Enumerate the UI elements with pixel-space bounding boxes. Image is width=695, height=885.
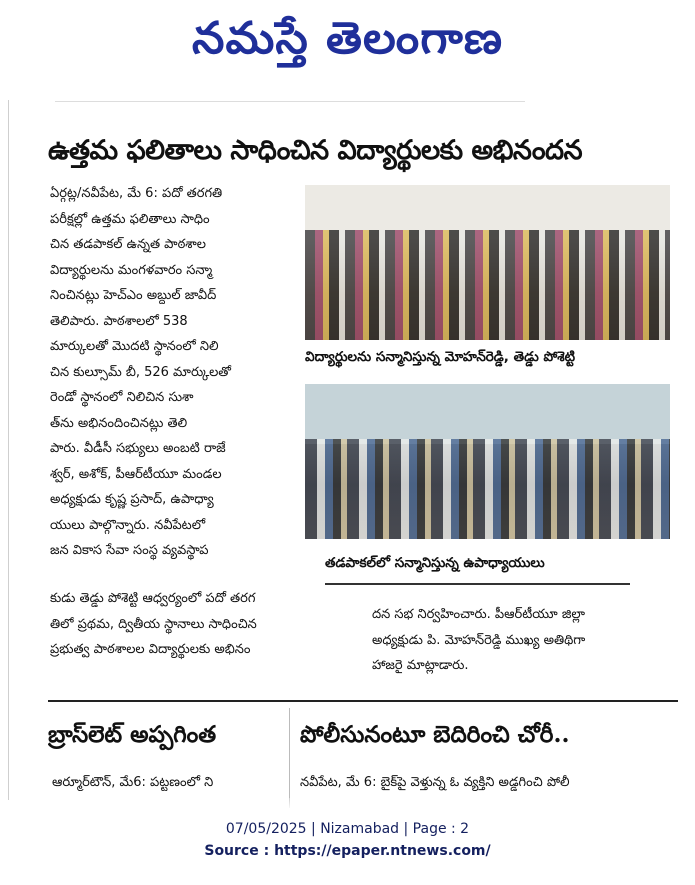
article-headline: ఉత్తమ ఫలితాలు సాధించిన విద్యార్థులకు అభినందన [48, 135, 583, 166]
masthead-logo: నమస్తే తెలంగాణ [191, 13, 504, 64]
article-line: యులు పాల్గొన్నారు. నవీపేటలో [50, 517, 206, 533]
article-line: తిలో ప్రథమ, ద్వితీయ స్థానాలు సాధించిన [50, 616, 257, 632]
top-divider [55, 101, 525, 102]
photo-people [305, 439, 670, 539]
photo-banner [305, 185, 670, 230]
photo-felicitation-2 [305, 384, 670, 539]
photo-felicitation-1 [305, 185, 670, 340]
article-body [50, 181, 298, 564]
article-line: తెలిపారు. పాఠశాలలో 538 [50, 313, 188, 329]
page-footer [0, 818, 695, 868]
article-line: హాజరై మాట్లాడారు. [372, 658, 469, 673]
story-text-theft: నవీపేట, మే 6: బైక్‌పై వెళ్తున్న ఓ వ్యక్తిని అడ్డగించి పోలీ [300, 775, 570, 790]
article-body-continued [50, 586, 352, 663]
caption-underline [325, 583, 630, 585]
article-line: త్‌ను అభినందించినట్లు తెలి [50, 415, 188, 431]
article-line: అధ్యక్షుడు పి. మోహన్‌రెడ్డి ముఖ్య అతిథిగా [372, 632, 586, 648]
top-strip [0, 92, 695, 112]
article-line: పారు. వీడీసీ సభ్యులు అంబటి రాజే [50, 441, 226, 456]
photo-wall [305, 384, 670, 444]
photo-crowd [305, 230, 670, 340]
footer-dateline: 07/05/2025 | Nizamabad | Page : 2 [225, 821, 470, 837]
article-line: నించినట్లు హెచ్‌ఎం అబ్దుల్ జావీద్ [50, 288, 217, 303]
article-line: ప్రభుత్వ పాఠశాలల విద్యార్థులకు అభినం [50, 642, 251, 657]
left-margin-rule [8, 100, 9, 800]
article-line: అధ్యక్షుడు కృష్ణ ప్రసాద్, ఉపాధ్యా [50, 492, 214, 507]
photo-caption-1: విద్యార్థులను సన్మానిస్తున్న మోహన్‌రెడ్డి, తెడ్డు పోశెట్టి [305, 349, 576, 365]
story-text-bracelet: ఆర్మూర్‌టౌన్, మే6: పట్టణంలో ని [52, 775, 214, 790]
article-body-right [372, 602, 672, 679]
section-divider [48, 700, 678, 702]
article-line: పరీక్షల్లో ఉత్తమ ఫలితాలు సాధిం [50, 211, 210, 227]
article-line: చిన తడపాకల్ ఉన్నత పాఠశాల [50, 237, 206, 252]
article-line: రెండో స్థానంలో నిలిచిన సుశా [50, 390, 194, 405]
story-headline-theft: పోలీసునంటూ బెదిరించి చోరీ.. [300, 721, 570, 748]
column-divider [289, 708, 290, 808]
story-headline-bracelet: బ్రాస్‌లెట్ అప్పగింత [48, 721, 217, 748]
article-line: శ్వర్, అశోక్, పీఆర్‌టీయూ మండల [50, 466, 222, 482]
article-line: కుడు తెడ్డు పోశెట్టి ఆధ్వర్యంలో పదో తరగ [50, 591, 256, 606]
article-line: విద్యార్థులను మంగళవారం సన్మా [50, 262, 213, 278]
article-line: ఏర్గట్ల/నవీపేట, మే 6: పదో తరగతి [50, 186, 223, 201]
article-line: జన వికాస సేవా సంస్థ వ్యవస్థాప [50, 543, 209, 558]
page-cut-fade [48, 798, 688, 810]
article-line: దన సభ నిర్వహించారు. పీఆర్‌టీయూ జిల్లా [372, 607, 585, 622]
footer-source: Source : https://epaper.ntnews.com/ [204, 843, 491, 859]
article-line: చిన కుల్సూమ్ బీ, 526 మార్కులతో [50, 364, 231, 380]
article-line: మార్కులతో మొదటి స్థానంలో నిలి [50, 339, 219, 354]
photo-caption-2: తడపాకల్‌లో సన్మానిస్తున్న ఉపాధ్యాయులు [325, 555, 545, 571]
